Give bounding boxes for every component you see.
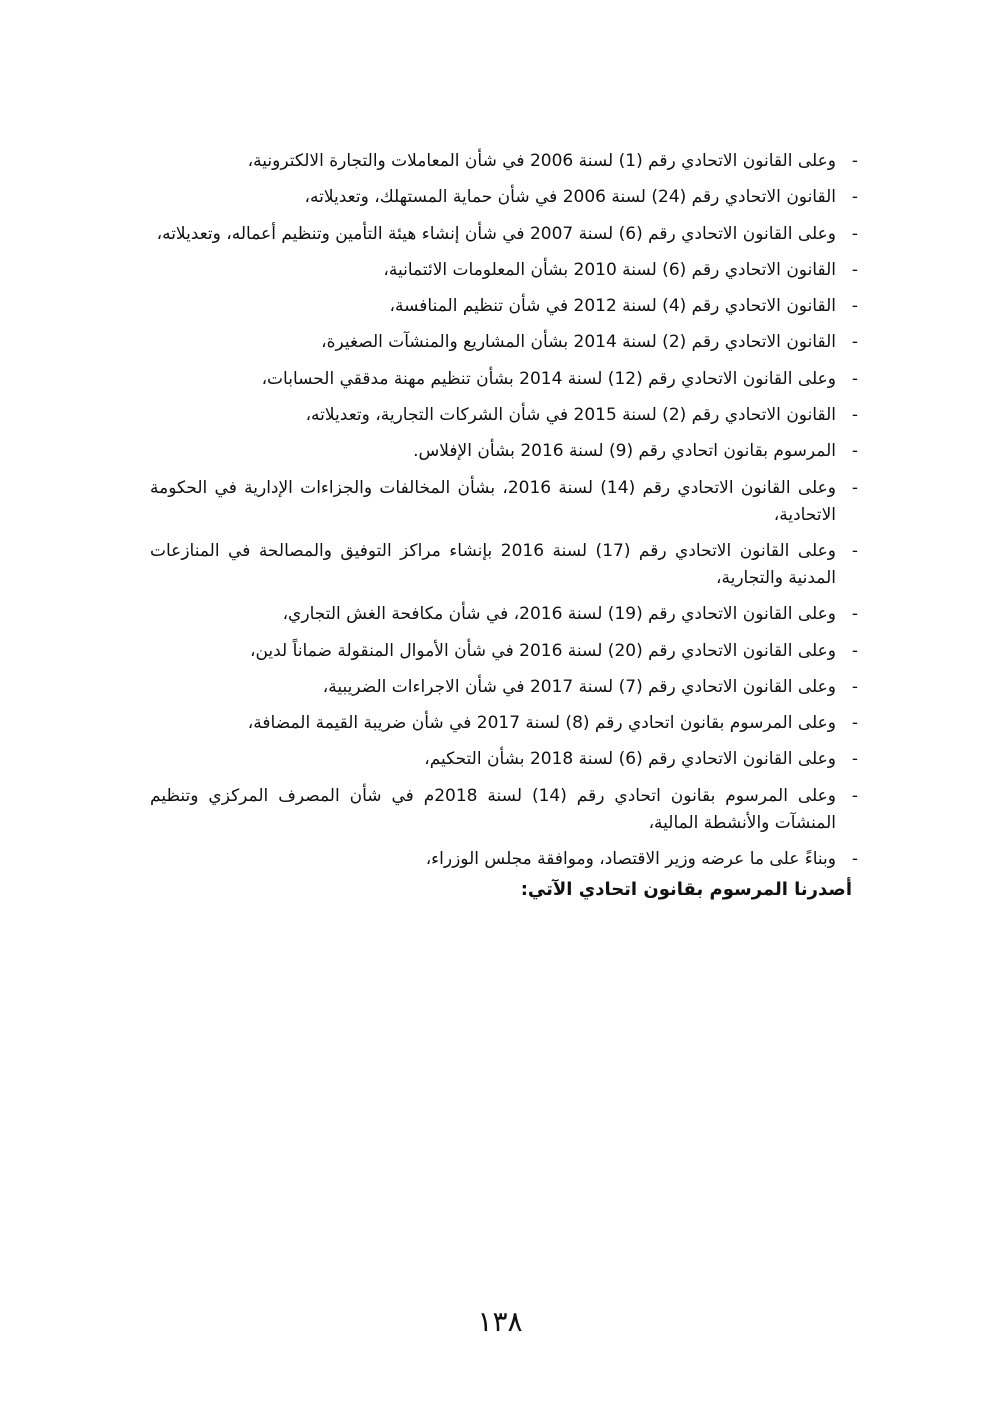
clause-dash: -: [851, 332, 859, 353]
clause-dash: -: [851, 259, 859, 280]
clause-dash: -: [851, 405, 859, 426]
page-number: ١٣٨: [477, 1305, 523, 1338]
preamble-clause: [150, 438, 862, 465]
clause-dash: -: [851, 151, 859, 171]
clause-dash: -: [851, 749, 859, 770]
clause-text: وعلى القانون الاتحادي رقم (19) لسنة 2016، في شأن مكافحة الغش التجاري،: [282, 604, 836, 625]
preamble-clause-list: [150, 148, 862, 882]
clause-text: وعلى المرسوم بقانون اتحادي رقم (8) لسنة 2017 في شأن ضريبة القيمة المضافة،: [247, 713, 836, 734]
preamble-clause: [150, 293, 862, 320]
clause-text: وعلى القانون الاتحادي رقم (12) لسنة 2014 بشأن تنظيم مهنة مدققي الحسابات،: [261, 368, 836, 389]
clause-dash: -: [851, 368, 859, 389]
clause-text: وعلى القانون الاتحادي رقم (7) لسنة 2017 في شأن الاجراءات الضريبية،: [322, 676, 836, 697]
preamble-clause: [150, 402, 862, 429]
clause-text: القانون الاتحادي رقم (6) لسنة 2010 بشأن المعلومات الائتمانية،: [383, 259, 836, 280]
preamble-clause: [150, 329, 862, 356]
preamble-clause: [150, 601, 862, 628]
clause-dash: -: [851, 640, 859, 661]
clause-dash: -: [851, 713, 859, 734]
preamble-clause: [150, 221, 862, 248]
clause-text: وعلى القانون الاتحادي رقم (6) لسنة 2018 بشأن التحكيم،: [424, 749, 836, 770]
clause-text: وعلى القانون الاتحادي رقم (14) لسنة 2016، بشأن المخالفات والجزاءات الإدارية في الحكومة الاتحادية،: [150, 477, 836, 525]
preamble-clause: [150, 366, 862, 393]
clause-dash: -: [851, 477, 859, 498]
clause-text: القانون الاتحادي رقم (4) لسنة 2012 في شأن تنظيم المنافسة،: [389, 296, 836, 317]
preamble-clause: [150, 783, 862, 837]
clause-text: القانون الاتحادي رقم (24) لسنة 2006 في شأن حماية المستهلك، وتعديلاته،: [304, 187, 836, 208]
preamble-clause: [150, 638, 862, 665]
clause-text: القانون الاتحادي رقم (2) لسنة 2014 بشأن المشاريع والمنشآت الصغيرة،: [321, 332, 836, 353]
clause-dash: -: [851, 441, 859, 462]
preamble-clause: [150, 475, 862, 529]
preamble-clause: [150, 674, 862, 701]
clause-text: وعلى القانون الاتحادي رقم (6) لسنة 2007 في شأن إنشاء هيئة التأمين وتنظيم أعماله، وتعديلاته،: [156, 223, 836, 244]
preamble-clause: [150, 710, 862, 737]
clause-dash: -: [851, 604, 859, 625]
clause-text: وعلى القانون الاتحادي رقم (1) لسنة 2006 في شأن المعاملات والتجارة الالكترونية،: [247, 151, 836, 171]
clause-text: القانون الاتحادي رقم (2) لسنة 2015 في شأن الشركات التجارية، وتعديلاته،: [305, 405, 836, 426]
clause-dash: -: [851, 187, 859, 208]
clause-dash: -: [851, 849, 859, 870]
clause-text: وعلى المرسوم بقانون اتحادي رقم (14) لسنة 2018م في شأن المصرف المركزي وتنظيم المنشآت والأنشطة المالية،: [150, 785, 836, 833]
clause-dash: -: [851, 676, 859, 697]
enactment-heading: أصدرنا المرسوم بقانون اتحادي الآتي:: [520, 879, 852, 900]
clause-text: وعلى القانون الاتحادي رقم (20) لسنة 2016 في شأن الأموال المنقولة ضماناً لدين،: [249, 640, 836, 661]
clause-text: المرسوم بقانون اتحادي رقم (9) لسنة 2016 بشأن الإفلاس.: [413, 441, 836, 462]
clause-dash: -: [851, 296, 859, 317]
preamble-clause: [150, 538, 862, 592]
clause-dash: -: [851, 785, 859, 806]
clause-text: وعلى القانون الاتحادي رقم (17) لسنة 2016 بإنشاء مراكز التوفيق والمصالحة في المنازعات المدنية والتجارية،: [150, 540, 837, 588]
preamble-clause: [150, 746, 862, 773]
clause-dash: -: [851, 540, 859, 561]
preamble-clause: [150, 148, 862, 175]
preamble-clause: [150, 257, 862, 284]
preamble-clause: [150, 846, 862, 873]
preamble-clause: [150, 184, 862, 211]
clause-dash: -: [851, 223, 859, 244]
clause-text: وبناءً على ما عرضه وزير الاقتصاد، وموافقة مجلس الوزراء،: [425, 849, 836, 870]
